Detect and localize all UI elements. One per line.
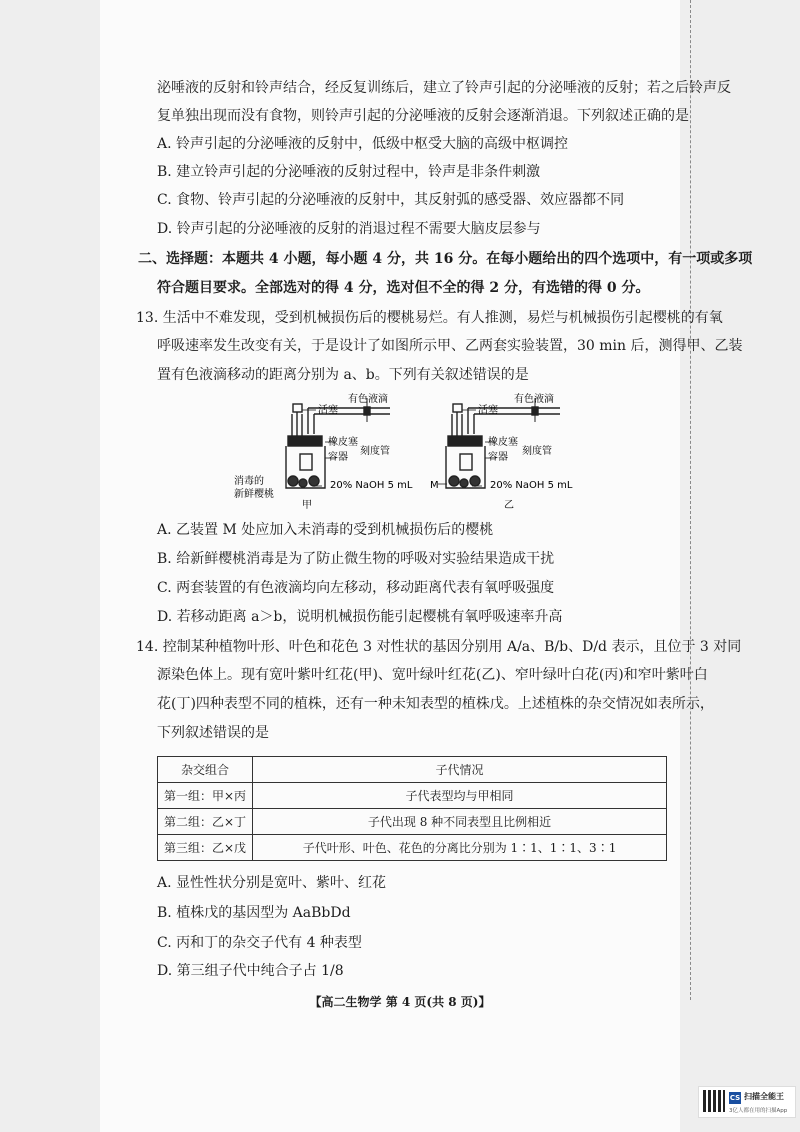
label-piston-yi: 活塞 [478,405,498,416]
label-stopper-yi: 橡皮塞 [488,437,518,448]
scanner-app-name: 扫描全能王 [744,1092,784,1101]
section2-header-line2: 符合题目要求。全部选对的得 4 分，选对但不全的得 2 分，有选错的得 0 分。 [157,280,650,296]
q13-apparatus-figure [230,392,580,517]
rubber-stopper-jia [288,436,322,446]
q13-stem-line1: 13. 生活中不难发现，受到机械损伤后的樱桃易烂。有人推测，易烂与机械损伤引起樱桃的有氧 [136,310,723,326]
cross-cell: 第三组：乙×戊 [158,835,253,861]
page-footer: 【高二生物学 第 4 页(共 8 页)】 [309,995,491,1009]
table-header-row [158,757,667,783]
q14-stem-line1: 14. 控制某种植物叶形、叶色和花色 3 对性状的基因分别用 A/a、B/b、D/d 表示，且位于 3 对同 [136,639,742,655]
cherry-yi-2 [460,479,468,487]
qr-code-icon [703,1090,725,1112]
page-edge-line [690,0,692,1000]
q13-stem-line3: 置有色液滴移动的距离分别为 a、b。下列有关叙述错误的是 [157,367,529,383]
offspring-cell: 子代叶形、叶色、花色的分离比分别为 1∶1、1∶1、3∶1 [253,835,667,861]
label-stopper-jia: 橡皮塞 [328,437,358,448]
q13-option-d: D. 若移动距离 a＞b，说明机械损伤能引起樱桃有氧呼吸速率升高 [157,609,563,625]
colored-droplet-jia [364,407,370,415]
q13-option-c: C. 两套装置的有色液滴均向左移动，移动距离代表有氧呼吸强度 [157,580,555,596]
piston-handle-jia [293,404,302,412]
label-scale-tube-jia: 刻度管 [360,446,390,457]
q14-stem-line3: 花(丁)四种表型不同的植株，还有一种未知表型的植株戊。上述植株的杂交情况如表所示， [157,696,714,712]
cherry-yi-3 [470,476,480,486]
cherry-yi-1 [449,476,459,486]
camscanner-logo-icon: CS [729,1094,741,1102]
naoh-beaker-yi [460,454,472,470]
q14-stem-line4: 下列叙述错误的是 [157,725,269,741]
cross-cell: 第一组：甲×丙 [158,783,253,809]
q12-option-d: D. 铃声引起的分泌唾液的反射的消退过程不需要大脑皮层参与 [157,221,541,237]
caption-yi: 乙 [504,500,514,511]
label-sample-line1-jia: 消毒的 [234,476,264,487]
section2-header-line1: 二、选择题：本题共 4 小题，每小题 4 分，共 16 分。在每小题给出的四个选项中，有一项或多项 [138,251,753,267]
q14-option-c: C. 丙和丁的杂交子代有 4 种表型 [157,935,362,951]
table-row [158,809,667,835]
label-naoh-jia: 20% NaOH 5 mL [330,480,413,491]
q13-stem-line2: 呼吸速率发生改变有关，于是设计了如图所示甲、乙两套实验装置，30 min 后，测得甲、乙装 [157,338,743,354]
label-scale-tube-yi: 刻度管 [522,446,552,457]
cross-cell: 第二组：乙×丁 [158,809,253,835]
colored-droplet-yi [532,407,538,415]
label-container-yi: 容器 [488,452,508,463]
label-droplet-yi: 有色液滴 [514,394,554,405]
q12-option-a: A. 铃声引起的分泌唾液的反射中，低级中枢受大脑的高级中枢调控 [157,136,569,152]
header-cross-combination: 杂交组合 [158,757,253,783]
table-row [158,783,667,809]
q14-option-b: B. 植株戊的基因型为 AaBbDd [157,905,351,921]
cross-results-table [157,756,667,861]
table-row [158,835,667,861]
offspring-cell: 子代出现 8 种不同表型且比例相近 [253,809,667,835]
label-m-yi: M [430,480,439,491]
caption-jia: 甲 [302,500,312,511]
q14-option-a: A. 显性性状分别是宽叶、紫叶、红花 [157,875,387,891]
label-sample-line2-jia: 新鲜樱桃 [234,489,274,500]
offspring-cell: 子代表型均与甲相同 [253,783,667,809]
q13-option-b: B. 给新鲜樱桃消毒是为了防止微生物的呼吸对实验结果造成干扰 [157,551,555,567]
cherry-jia-3 [309,476,319,486]
q14-stem-line2: 源染色体上。现有宽叶紫叶红花(甲)、宽叶绿叶红花(乙)、窄叶绿叶白花(丙)和窄叶紫叶白 [157,667,708,683]
q12-stem-line1: 泌唾液的反射和铃声结合，经反复训练后，建立了铃声引起的分泌唾液的反射；若之后铃声反 [157,80,731,96]
cherry-jia-2 [299,479,307,487]
rubber-stopper-yi [448,436,482,446]
q12-option-c: C. 食物、铃声引起的分泌唾液的反射中，其反射弧的感受器、效应器都不同 [157,192,625,208]
header-offspring: 子代情况 [253,757,667,783]
q12-option-b: B. 建立铃声引起的分泌唾液的反射过程中，铃声是非条件刺激 [157,164,541,180]
q14-option-d: D. 第三组子代中纯合子占 1/8 [157,963,344,979]
q12-stem-line2: 复单独出现而没有食物，则铃声引起的分泌唾液的反射会逐渐消退。下列叙述正确的是 [157,108,689,124]
naoh-beaker-jia [300,454,312,470]
label-naoh-yi: 20% NaOH 5 mL [490,480,573,491]
cherry-jia-1 [288,476,298,486]
piston-handle-yi [453,404,462,412]
q13-option-a: A. 乙装置 M 处应加入未消毒的受到机械损伤后的樱桃 [157,522,494,538]
scanner-app-badge[interactable] [698,1086,796,1118]
scanner-app-subtitle: 3亿人都在用的扫描App [729,1108,788,1114]
label-container-jia: 容器 [328,452,348,463]
label-droplet-jia: 有色液滴 [348,394,388,405]
label-piston-jia: 活塞 [318,405,338,416]
